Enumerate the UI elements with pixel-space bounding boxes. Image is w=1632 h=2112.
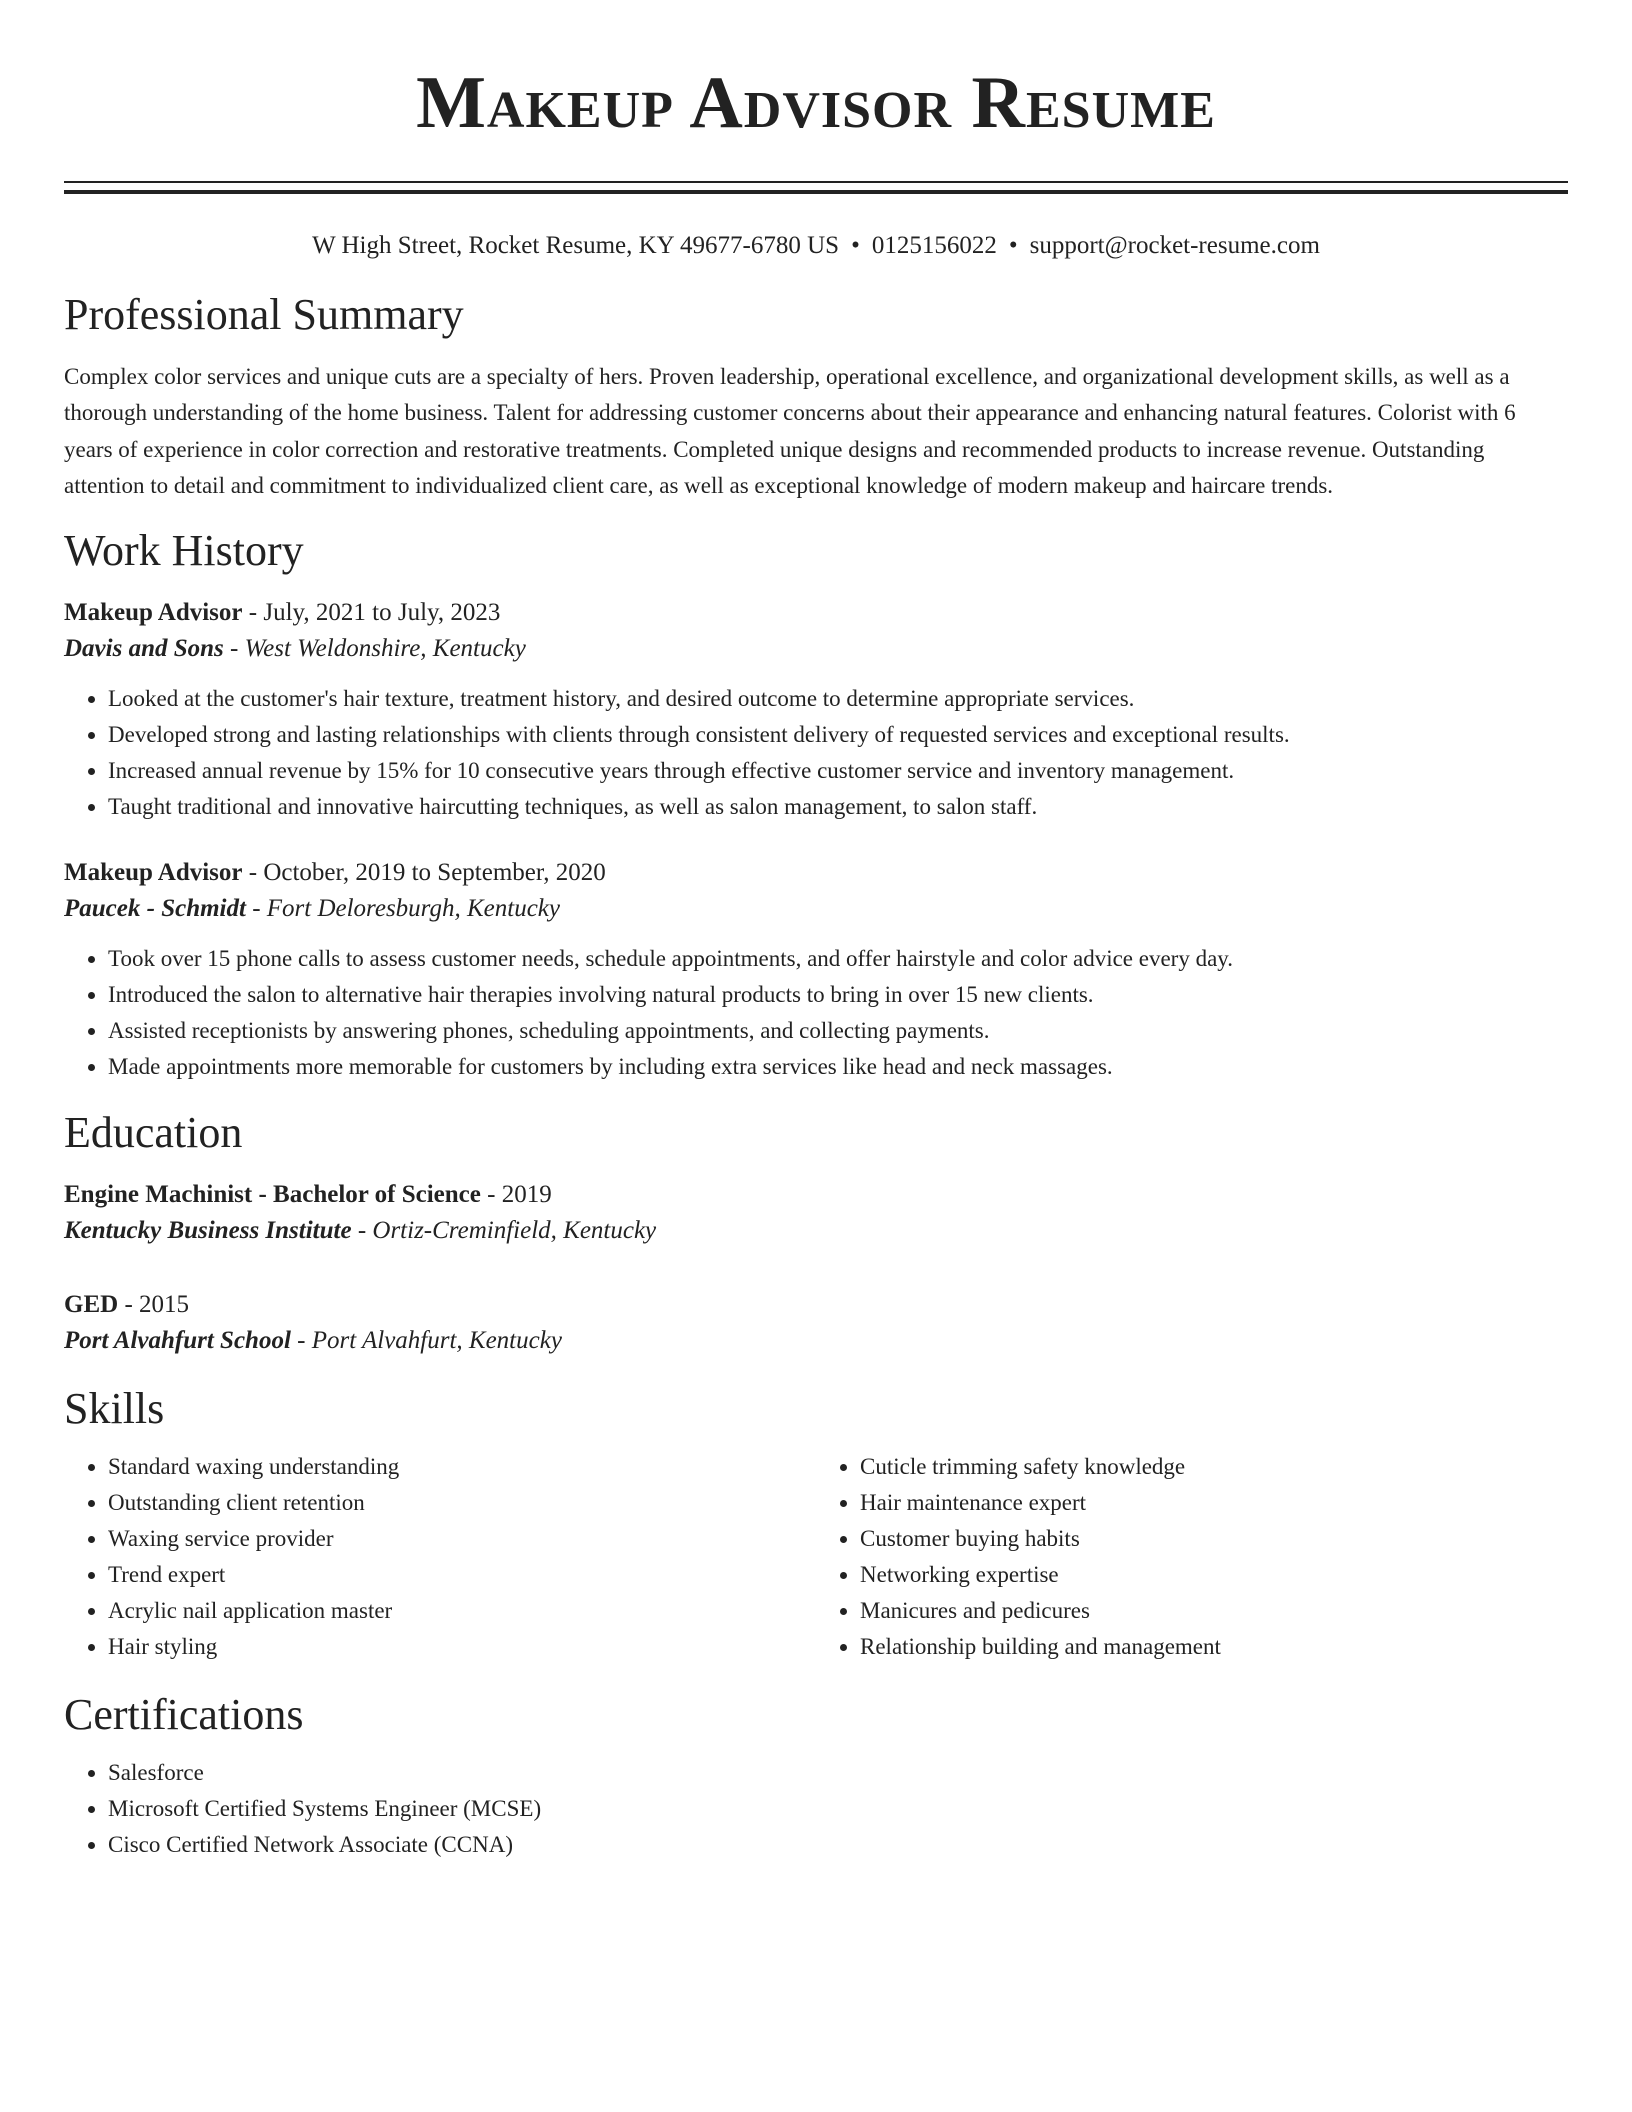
education-degree: Engine Machinist - Bachelor of Science — [64, 1180, 481, 1208]
list-item: • Taught traditional and innovative haircutting techniques, as well as salon management, to salon staff. — [108, 789, 1568, 825]
education-entry — [64, 1177, 1568, 1249]
title-divider-thin — [64, 181, 1568, 183]
skills-list-right — [816, 1449, 1568, 1665]
job-location: - West Weldonshire, Kentucky — [223, 634, 526, 662]
skill-item: • Customer buying habits — [860, 1521, 1568, 1557]
contact-email: support@rocket-resume.com — [1029, 232, 1320, 259]
list-item: • Increased annual revenue by 15% for 10 consecutive years through effective customer service and inventory management. — [108, 753, 1568, 789]
skill-item: • Hair styling — [108, 1629, 816, 1665]
job-dates: - October, 2019 to September, 2020 — [242, 858, 606, 886]
skill-item: • Cuticle trimming safety knowledge — [860, 1449, 1568, 1485]
certifications-heading: Certifications — [64, 1689, 304, 1739]
skills-heading: Skills — [64, 1383, 165, 1433]
list-item: • Assisted receptionists by answering phones, scheduling appointments, and collecting payments. — [108, 1013, 1568, 1049]
skill-item: • Outstanding client retention — [108, 1485, 816, 1521]
work-history-heading: Work History — [64, 525, 304, 575]
education-year: - 2019 — [480, 1180, 552, 1208]
contact-line — [64, 229, 1568, 263]
certification-item: • Cisco Certified Network Associate (CCNA) — [108, 1827, 1568, 1863]
list-item: • Looked at the customer's hair texture, treatment history, and desired outcome to determine appropriate services. — [108, 681, 1568, 717]
job-entry — [64, 855, 1568, 1085]
resume-title: Makeup Advisor Resume — [416, 62, 1216, 144]
education-location: - Port Alvahfurt, Kentucky — [290, 1326, 562, 1354]
certification-item: • Salesforce — [108, 1755, 1568, 1791]
contact-address: W High Street, Rocket Resume, KY 49677-6780 US — [312, 232, 840, 259]
job-header — [64, 855, 1568, 891]
list-item: • Introduced the salon to alternative hair therapies involving natural products to bring in over 15 new clients. — [108, 977, 1568, 1013]
job-title: Makeup Advisor — [64, 858, 243, 886]
contact-separator: • — [1008, 232, 1018, 259]
education-heading: Education — [64, 1107, 243, 1157]
skill-item: • Networking expertise — [860, 1557, 1568, 1593]
job-title: Makeup Advisor — [64, 598, 243, 626]
contact-separator: • — [851, 232, 860, 259]
skill-item: • Standard waxing understanding — [108, 1449, 816, 1485]
skills-list-left — [64, 1449, 816, 1665]
education-header — [64, 1177, 1568, 1213]
skill-item: • Waxing service provider — [108, 1521, 816, 1557]
list-item: • Made appointments more memorable for customers by including extra services like head and neck massages. — [108, 1049, 1568, 1085]
skill-item: • Relationship building and management — [860, 1629, 1568, 1665]
skill-item: • Trend expert — [108, 1557, 816, 1593]
education-year: - 2015 — [118, 1290, 190, 1318]
skill-item: • Manicures and pedicures — [860, 1593, 1568, 1629]
job-company: Davis and Sons — [64, 634, 224, 662]
summary-heading: Professional Summary — [64, 290, 464, 339]
contact-phone: 0125156022 — [871, 232, 997, 259]
job-company: Paucek - Schmidt — [64, 894, 246, 922]
job-bullets — [64, 941, 1568, 1085]
education-school-line — [64, 1213, 1568, 1249]
list-item: • Took over 15 phone calls to assess customer needs, schedule appointments, and offer hairstyle and color advice every day. — [108, 941, 1568, 977]
job-location: - Fort Deloresburgh, Kentucky — [245, 894, 560, 922]
education-degree: GED — [64, 1290, 119, 1318]
education-header — [64, 1287, 1568, 1323]
certification-item: • Microsoft Certified Systems Engineer (MCSE) — [108, 1791, 1568, 1827]
job-bullets — [64, 681, 1568, 825]
job-entry — [64, 595, 1568, 825]
skills-columns — [64, 1449, 1568, 1665]
certifications-list — [64, 1755, 1568, 1863]
job-header — [64, 595, 1568, 631]
job-dates: - July, 2021 to July, 2023 — [242, 598, 501, 626]
skill-item: • Hair maintenance expert — [860, 1485, 1568, 1521]
title-divider-thick — [64, 190, 1568, 194]
skill-item: • Acrylic nail application master — [108, 1593, 816, 1629]
education-school-line — [64, 1323, 1568, 1359]
education-school: Kentucky Business Institute — [64, 1216, 352, 1244]
job-employer — [64, 891, 1568, 927]
summary-text: Complex color services and unique cuts are a specialty of hers. Proven leadership, operational excellence, and organizational development skills, as well as a thorough understanding of the home business. Talent for addressing customer concerns about their appearance and enhancing natural features. Colorist with 6 years of experience in color correction and restorative treatments. Completed unique designs and recommended products to increase revenue. Outstanding attention to detail and commitment to individualized client care, as well as exceptional knowledge of modern makeup and haircare trends. — [64, 364, 1516, 499]
job-employer — [64, 631, 1568, 667]
list-item: • Developed strong and lasting relationships with clients through consistent delivery of requested services and exceptional results. — [108, 717, 1568, 753]
education-entry — [64, 1287, 1568, 1359]
education-school: Port Alvahfurt School — [64, 1326, 291, 1354]
education-location: - Ortiz-Creminfield, Kentucky — [351, 1216, 657, 1244]
